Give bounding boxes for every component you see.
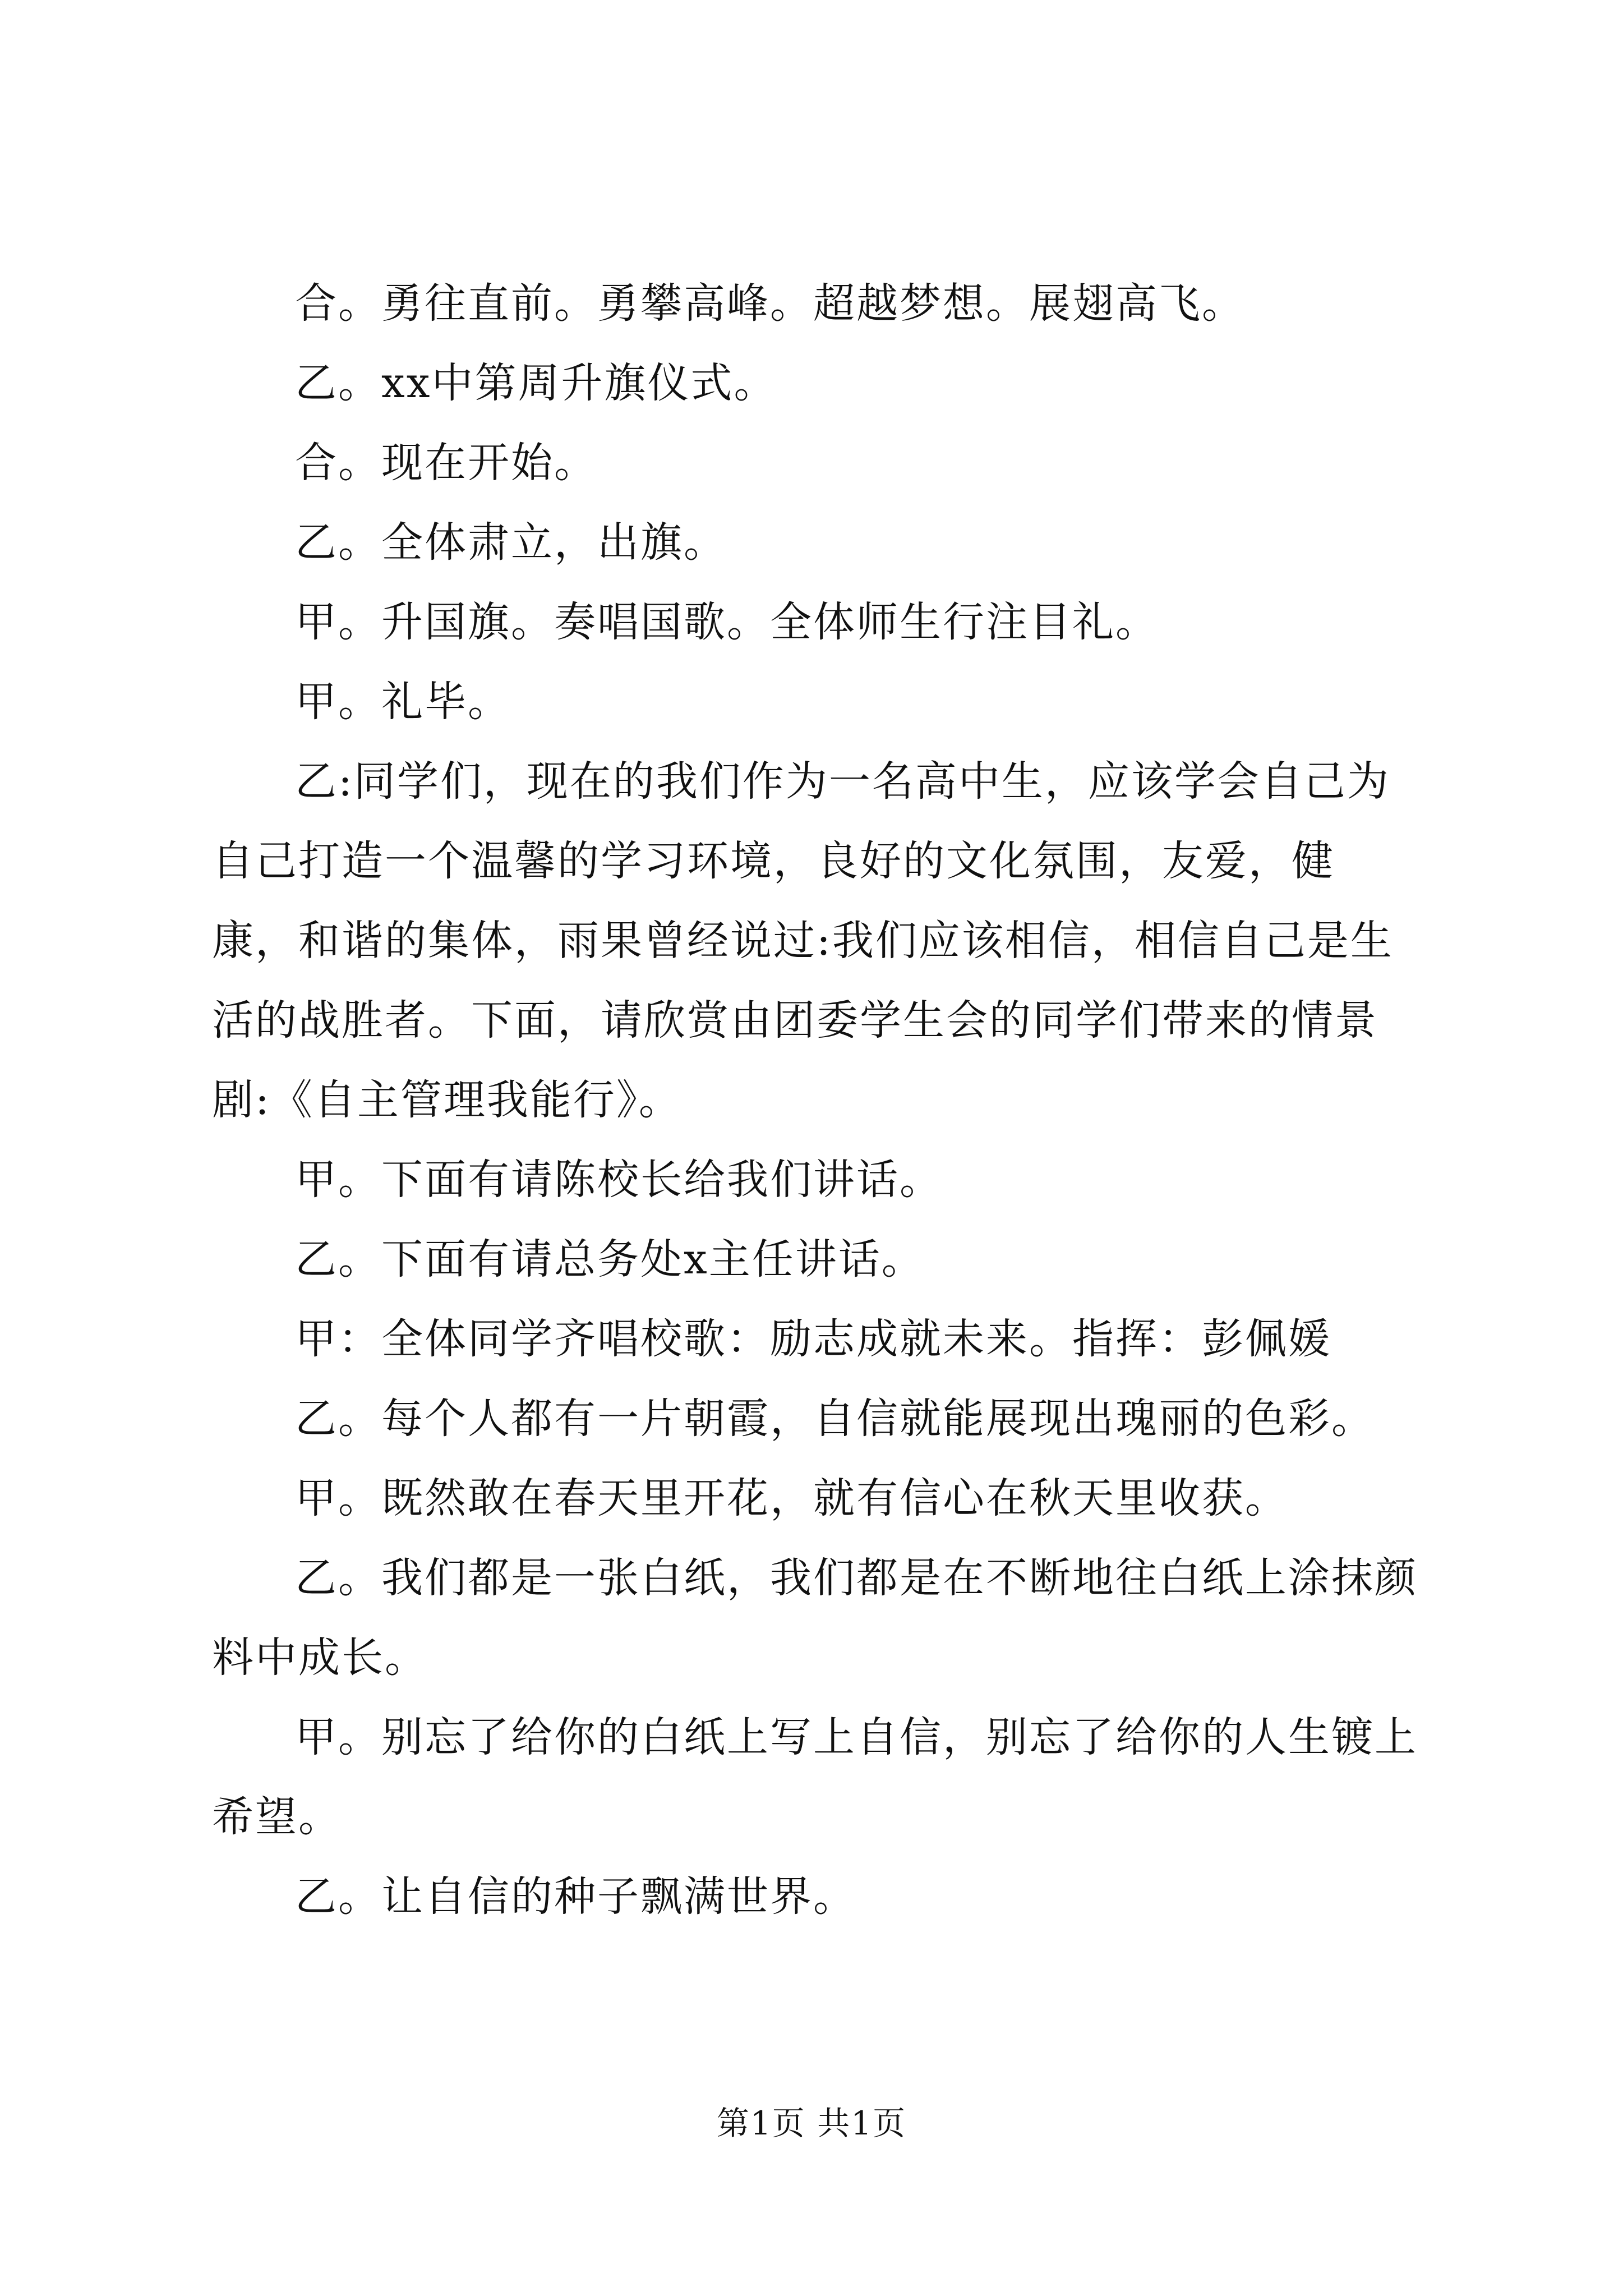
paragraph-15: 乙。让自信的种子飘满世界。 xyxy=(295,1872,856,1921)
paragraph-4: 乙。全体肃立，出旗。 xyxy=(295,518,727,567)
paragraph-13: 乙。我们都是一张白纸，我们都是在不断地往白纸上涂抹颜料中成长。 xyxy=(212,1554,1418,1682)
paragraph-1: 合。勇往直前。勇攀高峰。超越梦想。展翅高飞。 xyxy=(295,279,1245,328)
paragraph-2: 乙。xx中第周升旗仪式。 xyxy=(295,359,777,407)
paragraph-9: 乙。下面有请总务处x主任讲话。 xyxy=(295,1235,925,1283)
paragraph-11: 乙。每个人都有一片朝霞，自信就能展现出瑰丽的色彩。 xyxy=(295,1395,1375,1443)
page-footer xyxy=(0,2101,1623,2146)
paragraph-12: 甲。既然敢在春天里开花，就有信心在秋天里收获。 xyxy=(295,1474,1288,1522)
page-number-label: 第1页 共1页 xyxy=(716,2104,907,2142)
paragraph-7: 乙:同学们，现在的我们作为一名高中生，应该学会自己为自己打造一个温馨的学习环境，良好的文化氛围，友爱，健康，和谐的集体，雨果曾经说过:我们应该相信，相信自己是生活的战胜者。下面，请欣赏由团委学生会的同学们带来的情景剧:《自主管理我能行》。 xyxy=(212,757,1394,1124)
document-body xyxy=(212,264,1418,1936)
paragraph-8: 甲。下面有请陈校长给我们讲话。 xyxy=(295,1156,943,1204)
paragraph-6: 甲。礼毕。 xyxy=(295,678,511,726)
paragraph-5: 甲。升国旗。奏唱国歌。全体师生行注目礼。 xyxy=(295,598,1159,646)
paragraph-10: 甲：全体同学齐唱校歌：励志成就未来。指挥：彭佩媛 xyxy=(295,1315,1331,1363)
paragraph-14: 甲。别忘了给你的白纸上写上自信，别忘了给你的人生镀上希望。 xyxy=(212,1713,1418,1841)
paragraph-3: 合。现在开始。 xyxy=(295,439,597,487)
